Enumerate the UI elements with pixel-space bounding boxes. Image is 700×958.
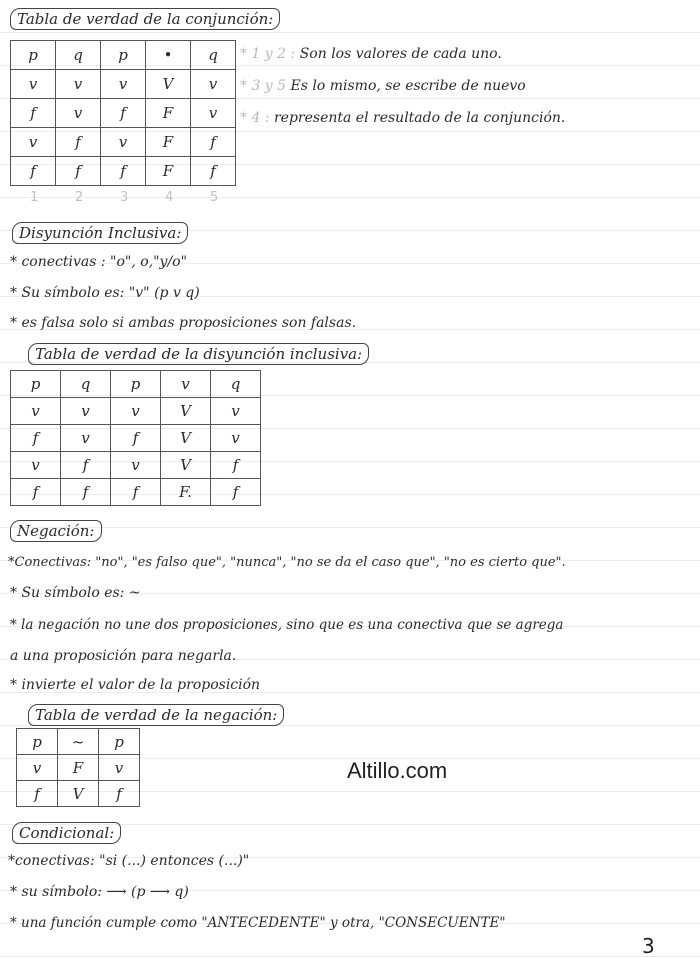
- table-row: [17, 755, 140, 781]
- table-header-row: [17, 729, 140, 755]
- negation-table-title: Tabla de verdad de la negación:: [28, 704, 284, 726]
- table-cell: V: [58, 781, 99, 807]
- note-1: * 1 y 2 : Son los valores de cada uno.: [240, 46, 502, 62]
- table-cell: v: [61, 398, 111, 425]
- table-cell: v: [17, 755, 58, 781]
- table-header-cell: ~: [58, 729, 99, 755]
- negation-truth-table: [16, 728, 140, 807]
- table-cell: v: [101, 128, 146, 157]
- table-cell: v: [56, 70, 101, 99]
- table-cell: V: [161, 425, 211, 452]
- table-row: [11, 398, 261, 425]
- table-header-cell: q: [61, 371, 111, 398]
- table-cell: v: [191, 70, 236, 99]
- table-cell: v: [99, 755, 140, 781]
- disjunction-line-1: * conectivas : "o", o,"y/o": [10, 254, 188, 270]
- conjunction-table-title: Tabla de verdad de la conjunción:: [10, 8, 280, 30]
- column-numbers: [10, 190, 236, 206]
- table-header-cell: p: [11, 371, 61, 398]
- table-cell: v: [111, 452, 161, 479]
- conditional-line-1: *conectivas: "si (...) entonces (...)": [8, 853, 250, 869]
- table-cell: f: [99, 781, 140, 807]
- column-number: 3: [120, 190, 129, 205]
- table-cell: v: [211, 425, 261, 452]
- conditional-title: Condicional:: [12, 822, 121, 844]
- table-row: [11, 99, 236, 128]
- table-header-row: [11, 41, 236, 70]
- table-row: [11, 479, 261, 506]
- page-number: 3: [642, 934, 655, 958]
- table-cell: f: [111, 425, 161, 452]
- table-header-cell: p: [101, 41, 146, 70]
- table-cell: f: [191, 157, 236, 186]
- disjunction-truth-table: [10, 370, 261, 506]
- table-cell: V: [161, 398, 211, 425]
- conjunction-truth-table: [10, 40, 236, 186]
- table-cell: v: [101, 70, 146, 99]
- table-header-cell: p: [17, 729, 58, 755]
- table-cell: f: [56, 157, 101, 186]
- table-header-cell: v: [161, 371, 211, 398]
- negation-line-1: *Conectivas: "no", "es falso que", "nunca", "no se da el caso que", "no es cierto que".: [8, 555, 566, 570]
- table-cell: v: [111, 398, 161, 425]
- table-cell: f: [111, 479, 161, 506]
- table-row: [11, 425, 261, 452]
- table-header-cell: p: [11, 41, 56, 70]
- table-cell: v: [191, 99, 236, 128]
- table-header-cell: p: [111, 371, 161, 398]
- negation-line-2: * Su símbolo es: ~: [10, 585, 141, 601]
- disjunction-table-title: Tabla de verdad de la disyunción inclusiva:: [28, 343, 369, 365]
- table-cell: f: [191, 128, 236, 157]
- column-number: 2: [75, 190, 84, 205]
- disjunction-line-2: * Su símbolo es: "v" (p v q): [10, 285, 200, 301]
- table-cell: f: [11, 99, 56, 128]
- table-header-cell: p: [99, 729, 140, 755]
- table-cell: f: [211, 479, 261, 506]
- table-header-cell: q: [56, 41, 101, 70]
- table-cell: v: [56, 99, 101, 128]
- column-number: 4: [165, 190, 174, 205]
- table-cell: v: [11, 452, 61, 479]
- table-cell: v: [61, 425, 111, 452]
- watermark: Altillo.com: [347, 758, 448, 783]
- table-cell: F: [58, 755, 99, 781]
- table-header-cell: •: [146, 41, 191, 70]
- table-cell: f: [101, 99, 146, 128]
- negation-line-4: a una proposición para negarla.: [10, 648, 237, 664]
- table-cell: F: [146, 99, 191, 128]
- table-cell: f: [17, 781, 58, 807]
- disjunction-title: Disyunción Inclusiva:: [12, 222, 188, 244]
- table-header-cell: q: [191, 41, 236, 70]
- disjunction-line-3: * es falsa solo si ambas proposiciones son falsas.: [10, 315, 357, 331]
- table-cell: V: [146, 70, 191, 99]
- column-number: 5: [210, 190, 219, 205]
- table-cell: F: [146, 128, 191, 157]
- table-row: [11, 157, 236, 186]
- table-cell: f: [56, 128, 101, 157]
- table-cell: f: [11, 157, 56, 186]
- note-2: * 3 y 5 Es lo mismo, se escribe de nuevo: [240, 78, 526, 94]
- table-cell: f: [101, 157, 146, 186]
- table-cell: v: [211, 398, 261, 425]
- table-cell: v: [11, 70, 56, 99]
- table-cell: v: [11, 128, 56, 157]
- conditional-line-2: * su símbolo: ⟶ (p ⟶ q): [10, 884, 189, 900]
- negation-line-3: * la negación no une dos proposiciones, sino que es una conectiva que se agrega: [10, 617, 564, 633]
- table-row: [11, 128, 236, 157]
- table-cell: f: [61, 452, 111, 479]
- column-number: 1: [30, 190, 39, 205]
- table-cell: f: [11, 425, 61, 452]
- negation-line-5: * invierte el valor de la proposición: [10, 677, 261, 693]
- table-header-cell: q: [211, 371, 261, 398]
- table-cell: F.: [161, 479, 211, 506]
- table-header-row: [11, 371, 261, 398]
- negation-title: Negación:: [10, 520, 102, 542]
- table-row: [17, 781, 140, 807]
- table-cell: f: [61, 479, 111, 506]
- table-cell: F: [146, 157, 191, 186]
- table-cell: f: [11, 479, 61, 506]
- table-row: [11, 452, 261, 479]
- note-3: * 4 : representa el resultado de la conjunción.: [240, 110, 566, 126]
- table-cell: v: [11, 398, 61, 425]
- table-cell: f: [211, 452, 261, 479]
- conditional-line-3: * una función cumple como "ANTECEDENTE" y otra, "CONSECUENTE": [10, 915, 506, 931]
- table-cell: V: [161, 452, 211, 479]
- table-row: [11, 70, 236, 99]
